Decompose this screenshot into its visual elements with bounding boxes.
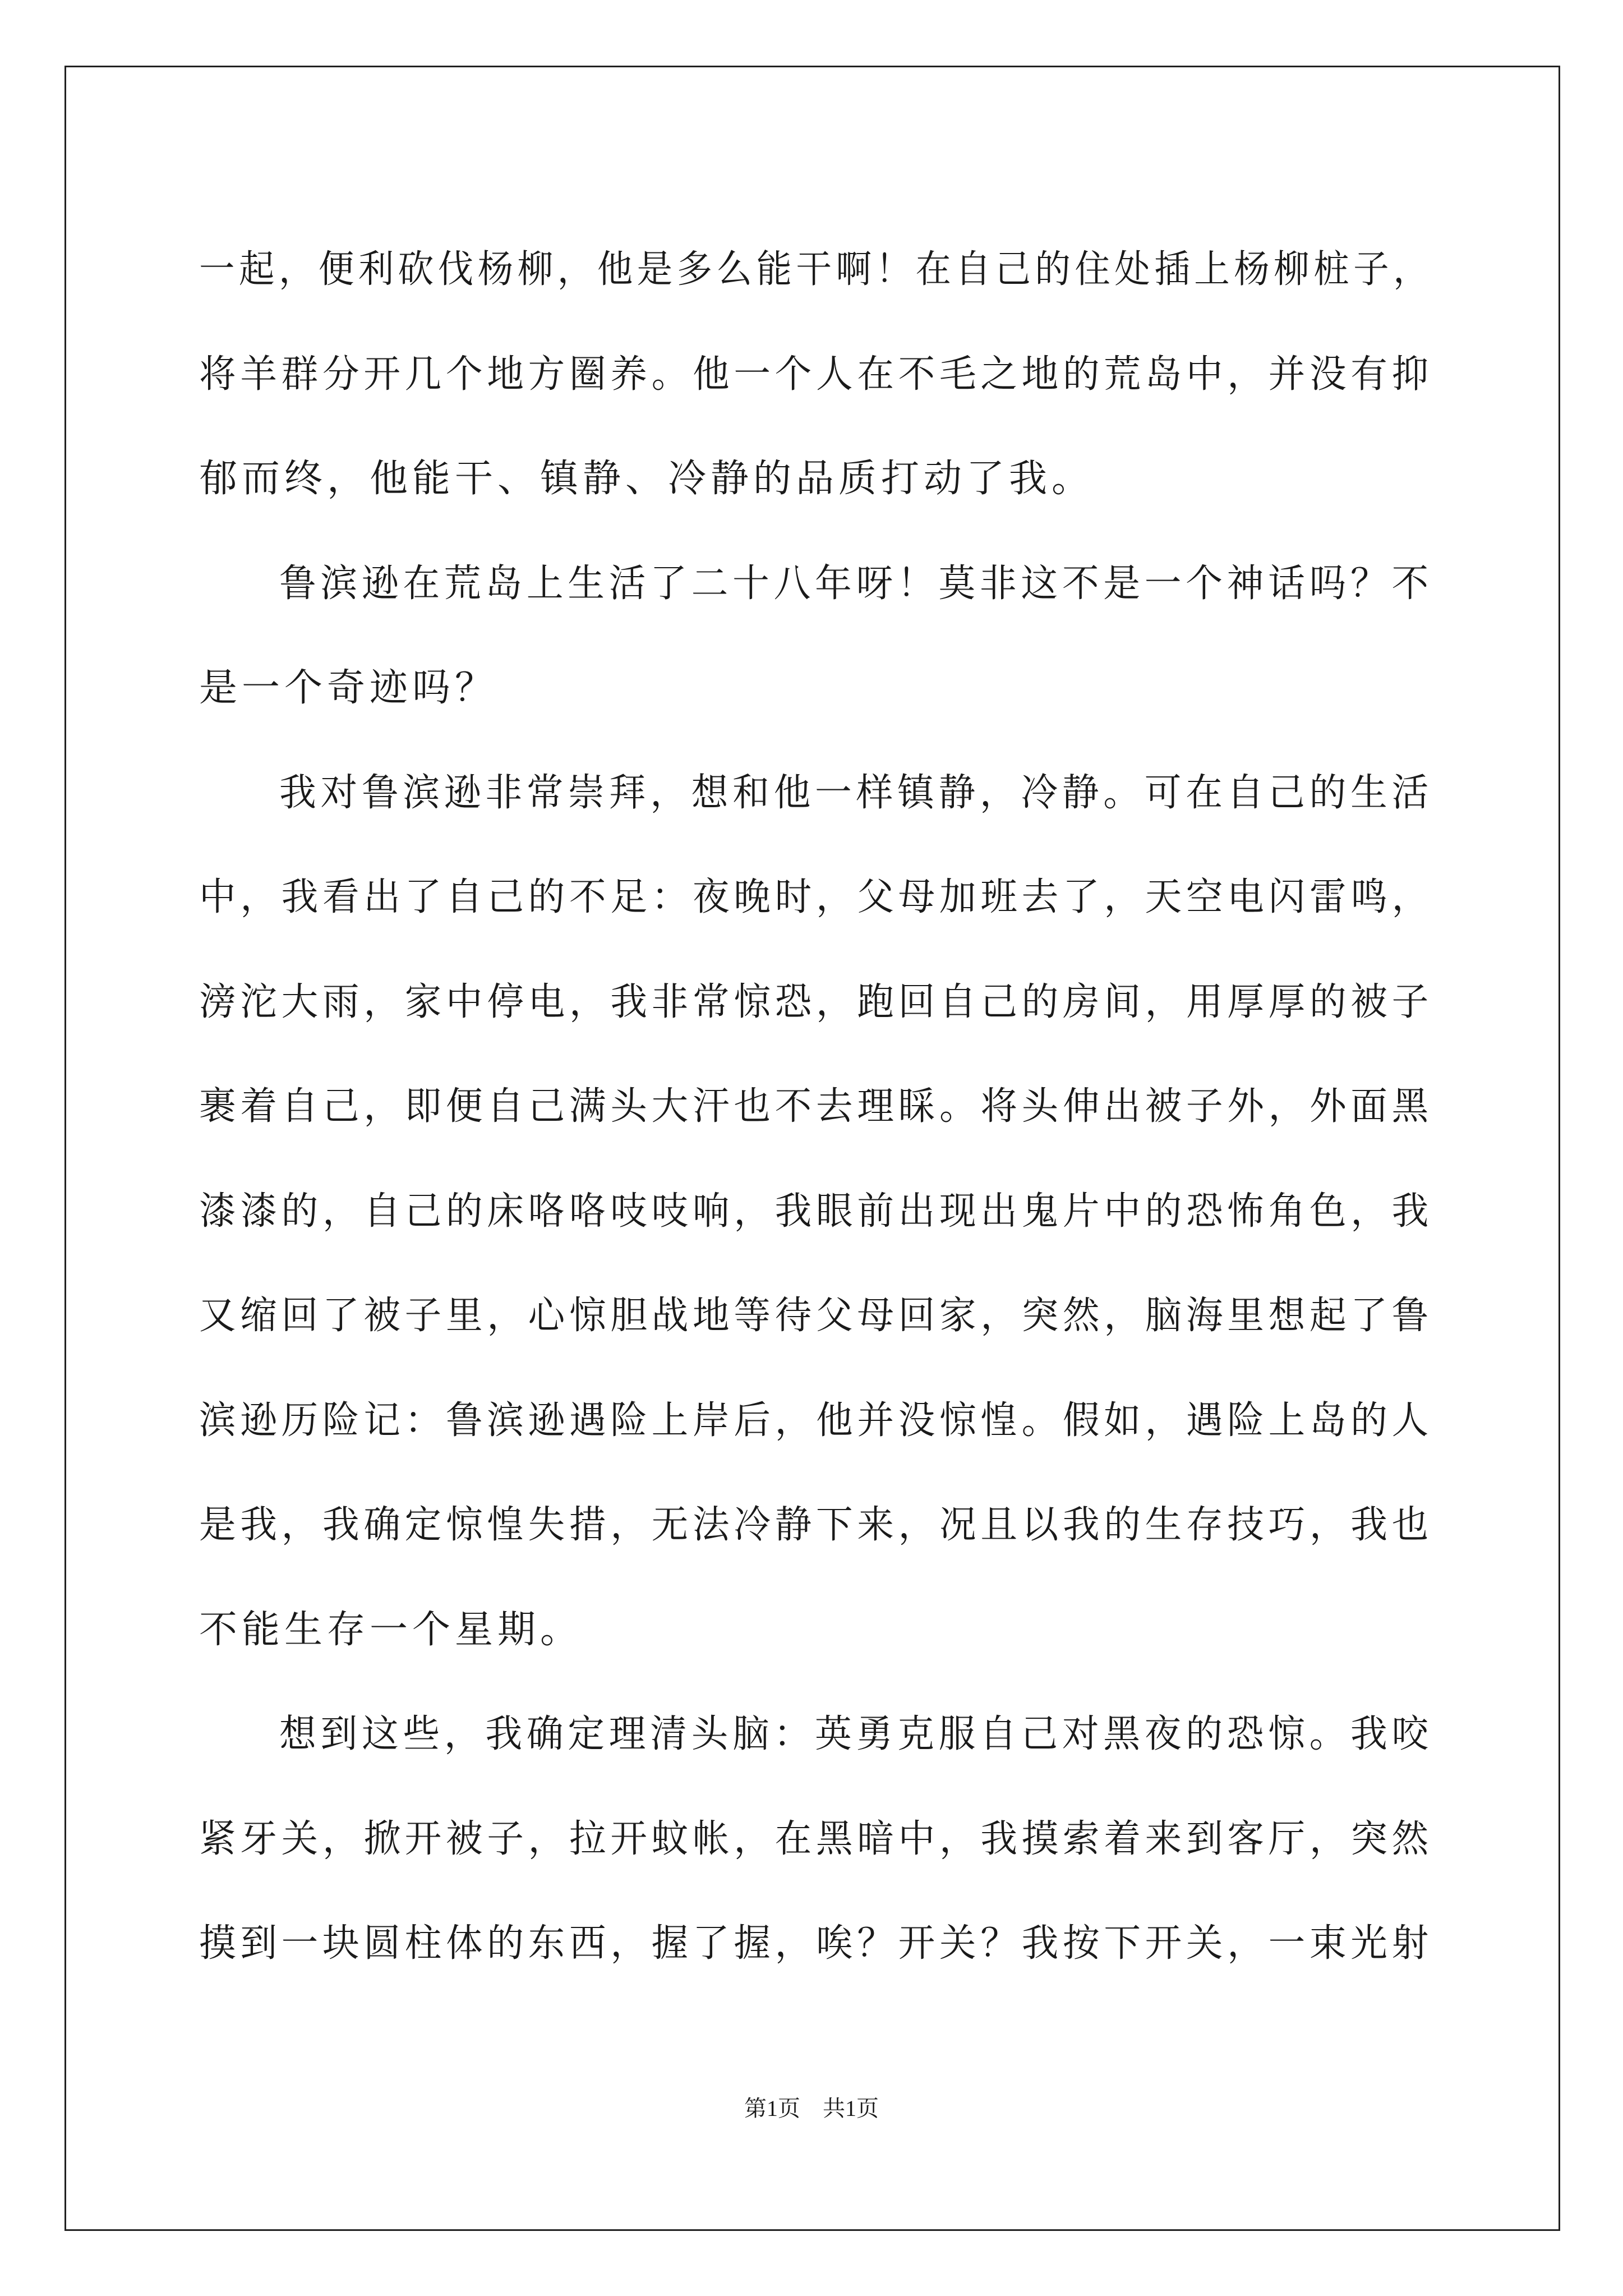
- text-line: 紧牙关，掀开被子，拉开蚊帐，在黑暗中，我摸索着来到客厅，突然: [199, 1816, 1433, 1861]
- text-line: 摸到一块圆柱体的东西，握了握，唉？开关？我按下开关，一束光射: [199, 1921, 1433, 1966]
- text-line: 将羊群分开几个地方圈养。他一个人在不毛之地的荒岛中，并没有抑: [199, 352, 1433, 397]
- text-line: 不能生存一个星期。: [199, 1607, 583, 1652]
- text-line: 裹着自己，即便自己满头大汗也不去理睬。将头伸出被子外，外面黑: [199, 1084, 1433, 1129]
- text-line: 想到这些，我确定理清头脑：英勇克服自己对黑夜的恐惊。我咬: [279, 1712, 1433, 1756]
- text-line: 郁而终，他能干、镇静、冷静的品质打动了我。: [199, 457, 1095, 501]
- document-body: [199, 218, 1433, 1996]
- text-line: 鲁滨逊在荒岛上生活了二十八年呀！莫非这不是一个神话吗？不: [279, 561, 1433, 606]
- text-line: 滨逊历险记：鲁滨逊遇险上岸后，他并没惊惶。假如，遇险上岛的人: [199, 1398, 1433, 1443]
- page-number: 第1页 共1页: [744, 2096, 879, 2121]
- text-line: 我对鲁滨逊非常崇拜，想和他一样镇静，冷静。可在自己的生活: [279, 770, 1433, 815]
- text-line: 一起，便利砍伐杨柳，他是多么能干啊！在自己的住处插上杨柳桩子，: [199, 247, 1433, 292]
- text-line: 又缩回了被子里，心惊胆战地等待父母回家，突然，脑海里想起了鲁: [199, 1294, 1433, 1338]
- text-line: 中，我看出了自己的不足：夜晚时，父母加班去了，天空电闪雷鸣，: [199, 875, 1433, 919]
- text-line: 是我，我确定惊惶失措，无法冷静下来，况且以我的生存技巧，我也: [199, 1503, 1433, 1547]
- text-line: 是一个奇迹吗？: [199, 666, 498, 710]
- text-line: 滂沱大雨，家中停电，我非常惊恐，跑回自己的房间，用厚厚的被子: [199, 979, 1433, 1024]
- text-line: 漆漆的，自己的床咯咯吱吱响，我眼前出现出鬼片中的恐怖角色，我: [199, 1189, 1433, 1234]
